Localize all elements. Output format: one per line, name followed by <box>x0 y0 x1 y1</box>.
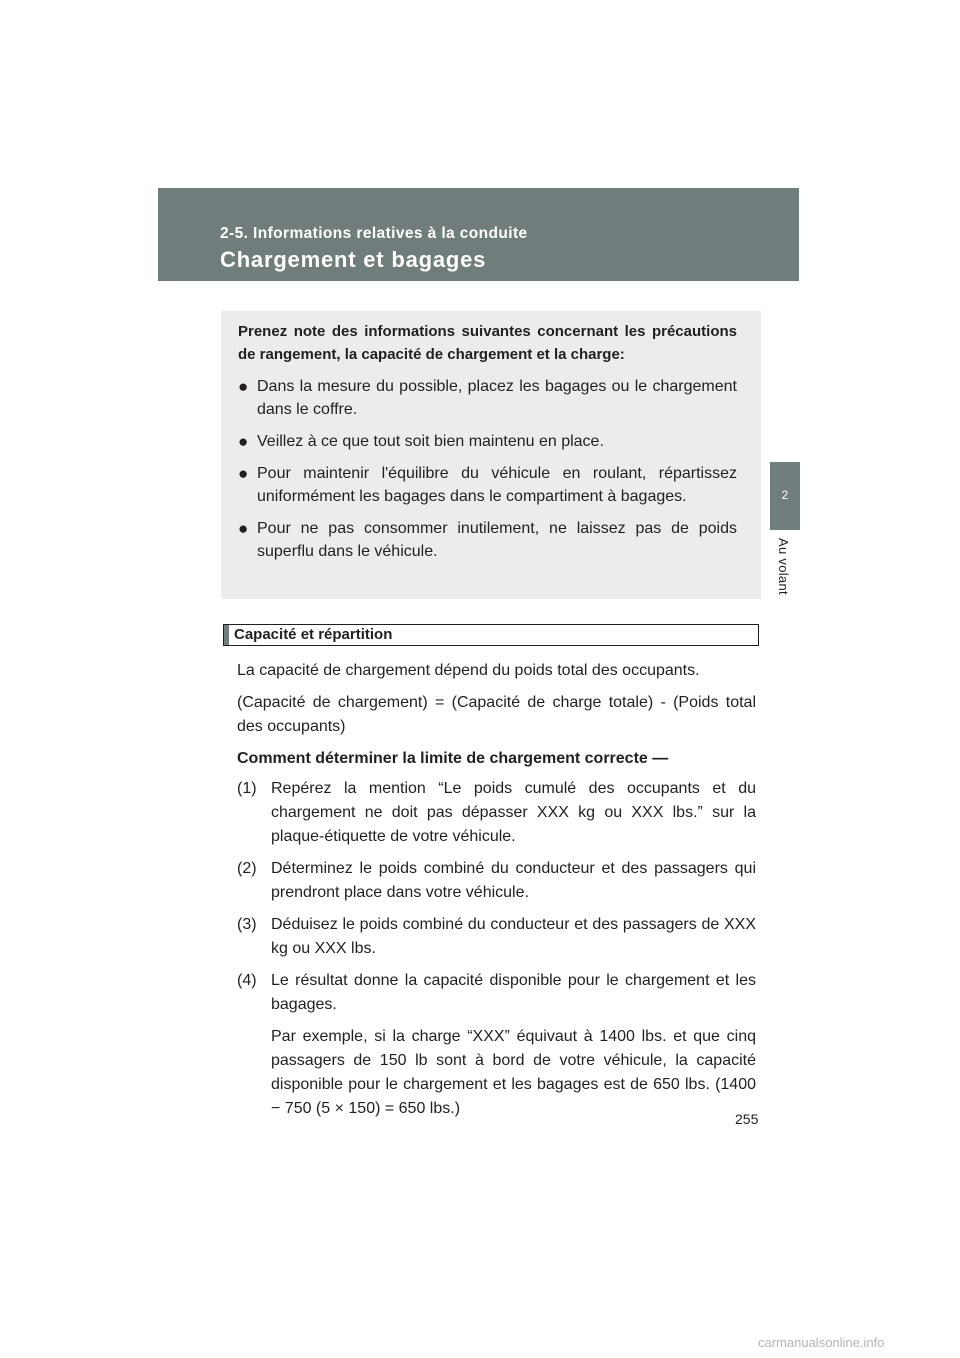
bullet-text: Pour ne pas consommer inutilement, ne laissez pas de poids superflu dans le véhicule. <box>257 520 737 560</box>
procedure-step <box>237 777 756 849</box>
section-body <box>237 659 759 1129</box>
watermark: carmanualsonline.info <box>758 1335 885 1350</box>
section-heading <box>223 624 759 646</box>
info-intro: Prenez note des informations suivantes concernant les précautions de rangement, la capacité de chargement et la charge: <box>238 323 737 363</box>
chapter-tab-number: 2 <box>781 488 789 502</box>
chapter-tab <box>770 462 800 530</box>
paragraph: La capacité de chargement dépend du poids total des occupants. <box>237 662 700 679</box>
step-text: Déduisez le poids combiné du conducteur et des passagers de XXX kg ou XXX lbs. <box>271 916 756 957</box>
step-number: (4) <box>237 972 257 989</box>
info-bullet <box>238 517 737 563</box>
step-text: Le résultat donne la capacité disponible pour le chargement et les bagages. <box>271 972 756 1013</box>
bullet-text: Veillez à ce que tout soit bien maintenu en place. <box>257 433 604 450</box>
chapter-tab-label: Au volant <box>776 538 791 595</box>
step-number: (2) <box>237 860 257 877</box>
bullet-icon: ● <box>238 432 249 451</box>
procedure-step <box>237 913 756 961</box>
procedure-step <box>237 857 756 905</box>
formula-paragraph: (Capacité de chargement) = (Capacité de charge totale) - (Poids total des occupants) <box>237 694 756 735</box>
bullet-icon: ● <box>238 519 249 538</box>
step-number: (1) <box>237 780 257 797</box>
section-heading-text: Capacité et répartition <box>234 626 393 643</box>
step-text: Repérez la mention “Le poids cumulé des occupants et du chargement ne doit pas dépasser XXX kg ou XXX lbs.” sur la plaque-étiquette de votre véhicule. <box>271 780 756 845</box>
bullet-text: Dans la mesure du possible, placez les bagages ou le chargement dans le coffre. <box>257 378 737 418</box>
bullet-text: Pour maintenir l'équilibre du véhicule en roulant, répartissez uniformément les bagages dans le compartiment à bagages. <box>257 465 737 505</box>
step-example: Par exemple, si la charge “XXX” équivaut à 1400 lbs. et que cinq passagers de 150 lb sont à bord de votre véhicule, la capacité disponible pour le chargement et les bagages est de 650 lbs. (1400 − 750 (5 × 150) = 650 lbs.) <box>271 1028 756 1117</box>
section-label: 2-5. Informations relatives à la conduite <box>220 225 528 242</box>
chapter-header <box>158 188 799 281</box>
bullet-icon: ● <box>238 377 249 396</box>
info-bullet <box>238 375 737 421</box>
heading-accent-bar <box>224 625 229 645</box>
procedure-step <box>237 969 756 1121</box>
step-number: (3) <box>237 916 257 933</box>
page-number: 255 <box>735 1111 759 1127</box>
bullet-icon: ● <box>238 464 249 483</box>
procedure-heading: Comment déterminer la limite de chargement correcte — <box>237 750 669 767</box>
step-text: Déterminez le poids combiné du conducteur et des passagers qui prendront place dans votre véhicule. <box>271 860 756 901</box>
info-box <box>221 311 761 599</box>
info-bullet <box>238 462 737 508</box>
info-bullet <box>238 430 737 453</box>
page-title: Chargement et bagages <box>220 247 487 272</box>
